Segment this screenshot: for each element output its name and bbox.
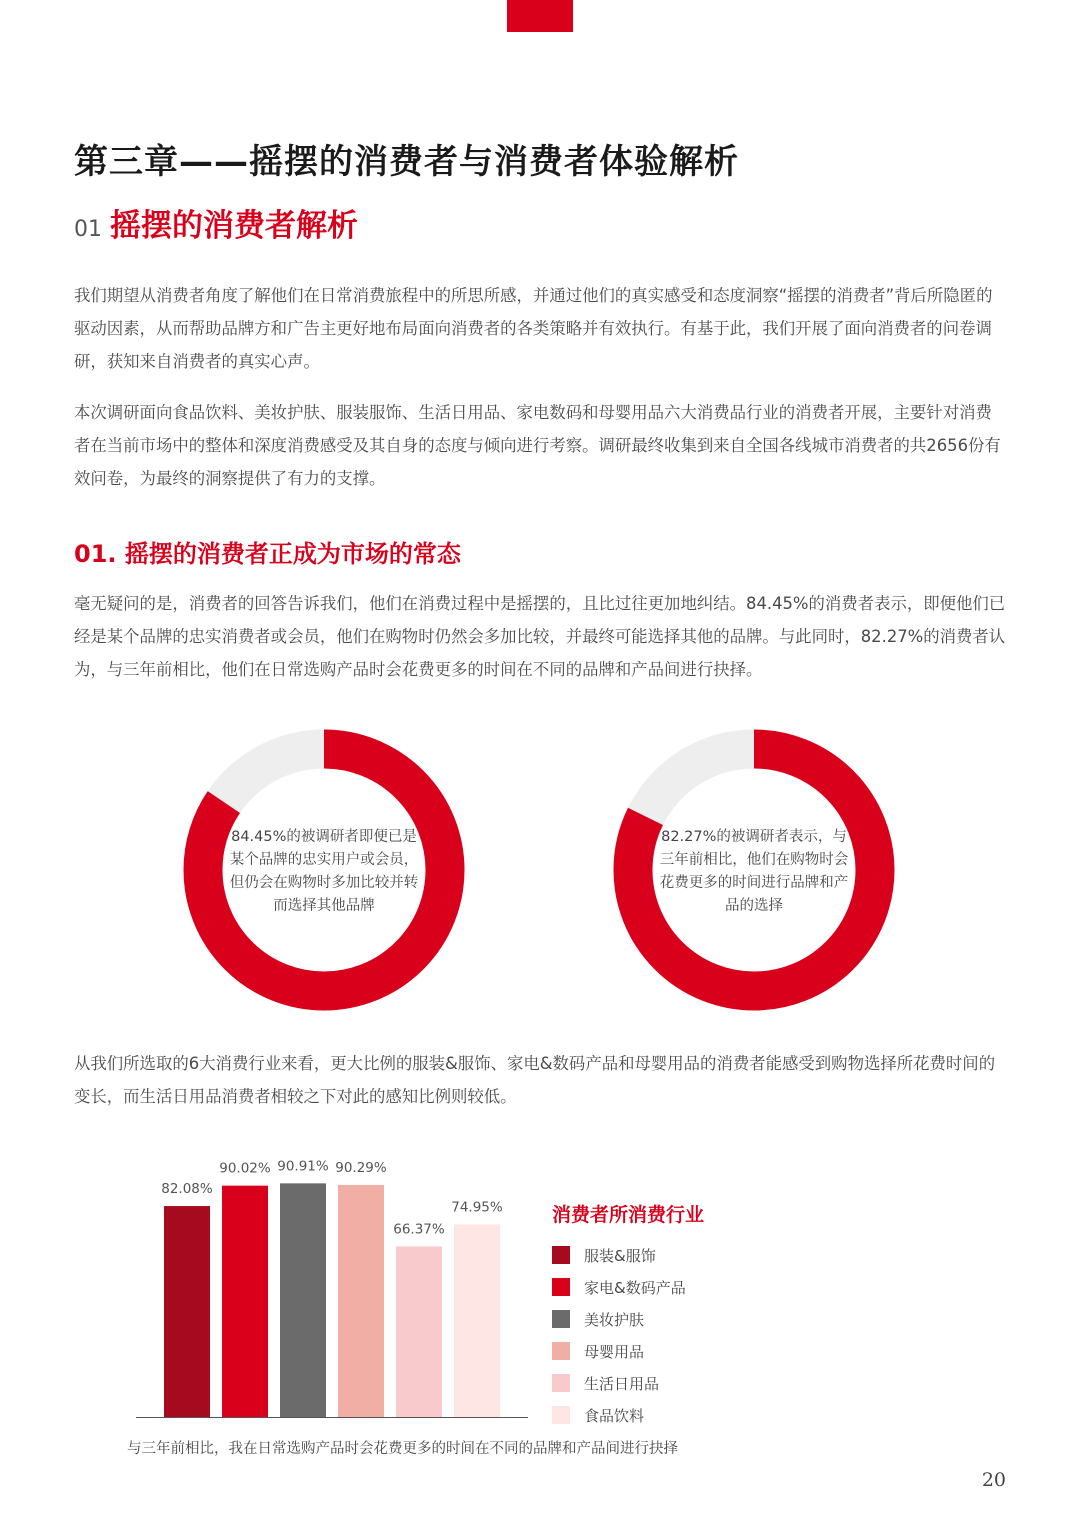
subsection-title: 01. 摇摆的消费者正成为市场的常态: [74, 540, 461, 568]
legend-title: 消费者所消费行业: [552, 1204, 705, 1226]
finding-paragraph: 毫无疑问的是，消费者的回答告诉我们，他们在消费过程中是摇摆的，且比过往更加地纠结。84.45%的消费者表示，即便他们已经是某个品牌的忠实消费者或会员，他们在购物时仍然会多加比较，并最终可能选择其他的品牌。与此同时，82.27%的消费者认为，与三年前相比，他们在日常选购产品时会花费更多的时间在不同的品牌和产品间进行抉择。: [74, 594, 1006, 679]
section-title: [74, 200, 358, 245]
legend-swatch: [552, 1342, 570, 1360]
chart-legend: [552, 1200, 704, 1431]
donut-chart-more-time: [612, 728, 896, 1012]
legend-item: [552, 1239, 704, 1271]
bar-4: [338, 1185, 384, 1417]
bar-6: [454, 1224, 500, 1417]
donut-label: 82.27%的被调研者表示，与三年前相比，他们在购物时会花费更多的时间进行品牌和产品的选择: [659, 829, 849, 914]
bar-value-label: 90.02%: [219, 1160, 271, 1177]
bar-value-label: 66.37%: [393, 1221, 445, 1238]
legend-label: 食品饮料: [584, 1406, 645, 1425]
legend-swatch: [552, 1278, 570, 1296]
donut-chart-loyal-compare: [182, 728, 466, 1012]
bar-2: [222, 1186, 268, 1417]
legend-item: [552, 1271, 704, 1303]
legend-item: [552, 1399, 704, 1431]
legend-swatch: [552, 1246, 570, 1264]
legend-swatch: [552, 1374, 570, 1392]
bar-value-label: 90.91%: [277, 1158, 329, 1175]
top-tab-decoration: [507, 0, 573, 32]
section-number: 01: [74, 217, 102, 242]
industry-paragraph: 从我们所选取的6大消费行业来看，更大比例的服装&服饰、家电&数码产品和母婴用品的消费者能感受到购物选择所花费时间的变长，而生活日用品消费者相较之下对此的感知比例则较低。: [74, 1054, 996, 1106]
legend-label: 生活日用品: [584, 1374, 660, 1393]
legend-label: 美妆护肤: [584, 1310, 645, 1329]
legend-label: 母婴用品: [584, 1342, 645, 1361]
bar-1: [164, 1206, 210, 1417]
bar-value-label: 74.95%: [451, 1199, 503, 1216]
chart-caption: 与三年前相比，我在日常选购产品时会花费更多的时间在不同的品牌和产品间进行抉择: [127, 1441, 678, 1457]
legend-swatch: [552, 1406, 570, 1424]
legend-item: [552, 1303, 704, 1335]
legend-item: [552, 1367, 704, 1399]
industry-bar-chart: [120, 1125, 540, 1430]
legend-label: 家电&数码产品: [584, 1278, 686, 1297]
page-number: 20: [981, 1469, 1006, 1491]
legend-swatch: [552, 1310, 570, 1328]
intro-paragraph-1: 我们期望从消费者角度了解他们在日常消费旅程中的所思所感，并通过他们的真实感受和态度洞察“摇摆的消费者”背后所隐匿的驱动因素，从而帮助品牌方和广告主更好地布局面向消费者的各类策略并有效执行。有基于此，我们开展了面向消费者的问卷调研，获知来自消费者的真实心声。: [74, 286, 993, 371]
bar-value-label: 82.08%: [161, 1181, 213, 1198]
bar-5: [396, 1246, 442, 1417]
bar-value-label: 90.29%: [335, 1159, 387, 1176]
legend-label: 服装&服饰: [584, 1246, 656, 1265]
section-title-text: 摇摆的消费者解析: [110, 208, 358, 244]
bar-3: [280, 1183, 326, 1417]
intro-paragraph-2: 本次调研面向食品饮料、美妆护肤、服装服饰、生活日用品、家电数码和母婴用品六大消费品行业的消费者开展，主要针对消费者在当前市场中的整体和深度消费感受及其自身的态度与倾向进行考察。调研最终收集到来自全国各线城市消费者的共2656份有效问卷，为最终的洞察提供了有力的支撑。: [74, 403, 1001, 488]
chapter-title: 第三章——摇摆的消费者与消费者体验解析: [74, 142, 739, 182]
donut-label: 84.45%的被调研者即便已是某个品牌的忠实用户或会员，但仍会在购物时多加比较并转而选择其他品牌: [229, 829, 419, 914]
legend-item: [552, 1335, 704, 1367]
